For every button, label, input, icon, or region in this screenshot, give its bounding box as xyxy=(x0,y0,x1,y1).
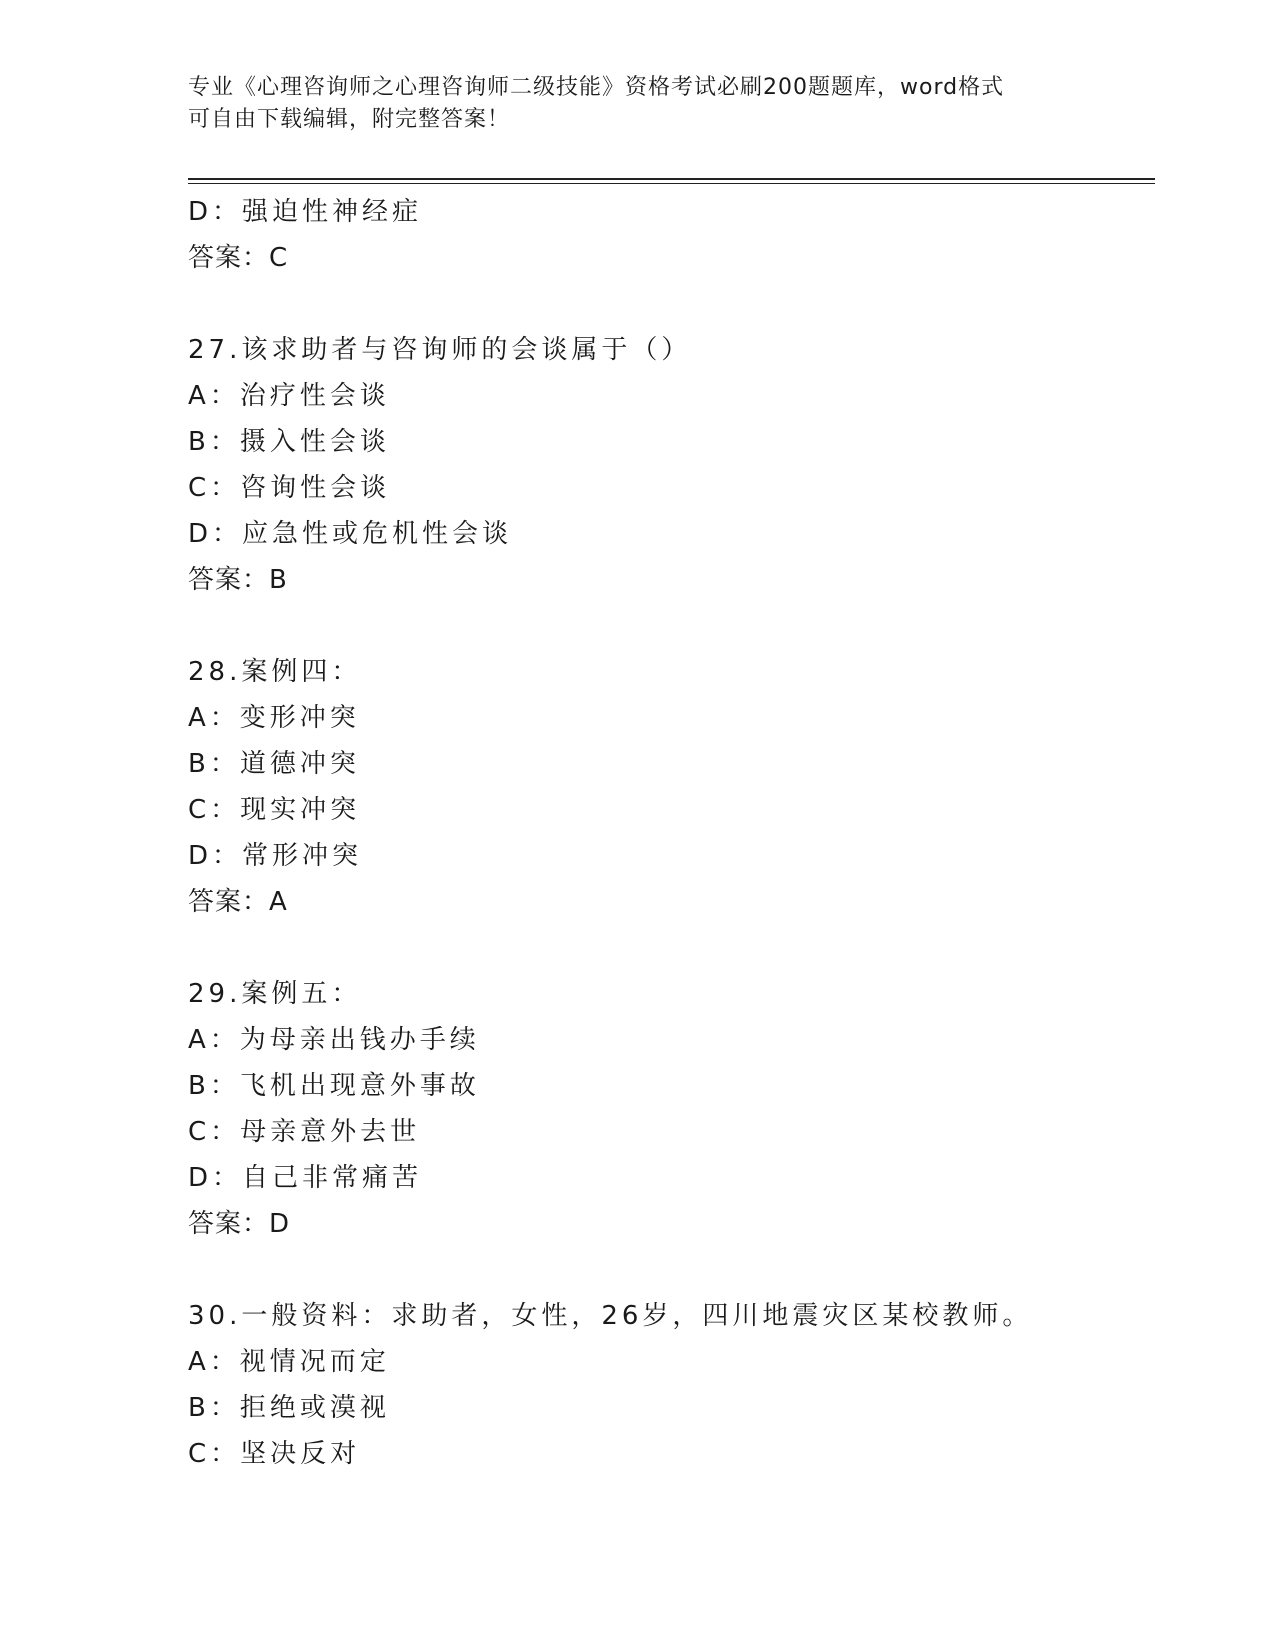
option-b: B：摄入性会谈 xyxy=(188,427,390,457)
answer: 答案：A xyxy=(188,887,288,917)
question-content xyxy=(188,189,1155,1477)
option-a: A：视情况而定 xyxy=(188,1347,390,1377)
question-stem: 29.案例五： xyxy=(188,979,362,1009)
option-d: D：强迫性神经症 xyxy=(188,197,423,227)
option-c: C：母亲意外去世 xyxy=(188,1117,421,1147)
option-c: C：咨询性会谈 xyxy=(188,473,391,503)
question-stem: 28.案例四： xyxy=(188,657,362,687)
answer: 答案：D xyxy=(188,1209,291,1239)
spacer xyxy=(188,1247,1155,1293)
option-a: A：为母亲出钱办手续 xyxy=(188,1025,480,1055)
option-d: D：应急性或危机性会谈 xyxy=(188,519,513,549)
option-c: C：现实冲突 xyxy=(188,795,361,825)
answer: 答案：B xyxy=(188,565,288,595)
question-stem: 30.一般资料：求助者，女性，26岁，四川地震灾区某校教师。 xyxy=(188,1301,1033,1331)
header-divider-thick xyxy=(188,178,1155,180)
spacer xyxy=(188,603,1155,649)
option-b: B：拒绝或漠视 xyxy=(188,1393,390,1423)
answer: 答案：C xyxy=(188,243,289,273)
option-b: B：飞机出现意外事故 xyxy=(188,1071,480,1101)
option-c: C：坚决反对 xyxy=(188,1439,361,1469)
header-line-2: 可自由下载编辑，附完整答案！ xyxy=(188,107,511,132)
header-line-1: 专业《心理咨询师之心理咨询师二级技能》资格考试必刷200题题库，word格式 xyxy=(188,75,1005,100)
header-divider-thin xyxy=(188,183,1155,184)
spacer xyxy=(188,281,1155,327)
option-d: D：自己非常痛苦 xyxy=(188,1163,423,1193)
option-d: D：常形冲突 xyxy=(188,841,363,871)
spacer xyxy=(188,925,1155,971)
option-a: A：治疗性会谈 xyxy=(188,381,390,411)
option-b: B：道德冲突 xyxy=(188,749,360,779)
question-stem: 27.该求助者与咨询师的会谈属于（） xyxy=(188,335,692,365)
option-a: A：变形冲突 xyxy=(188,703,360,733)
document-header xyxy=(188,72,1088,136)
